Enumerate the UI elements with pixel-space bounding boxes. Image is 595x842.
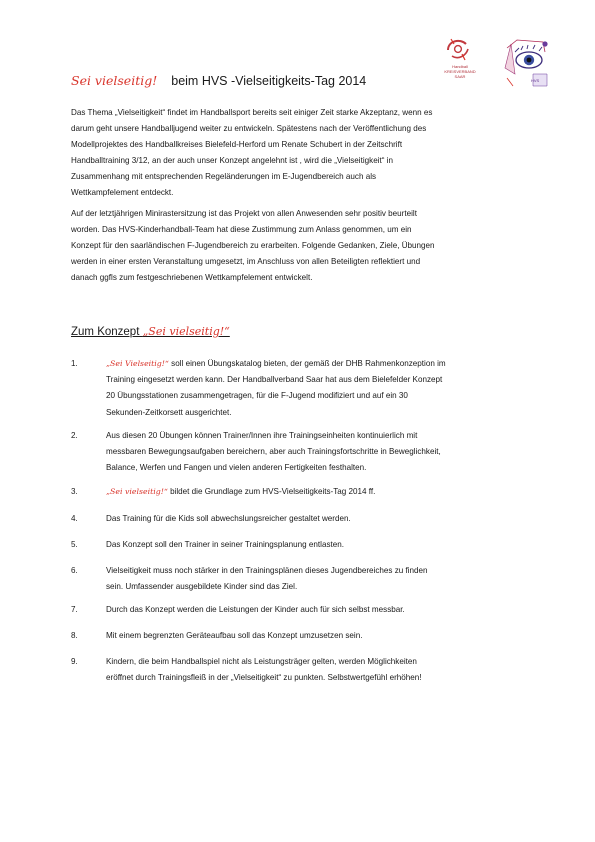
list-item-line: Kindern, die beim Handballspiel nicht als Leistungsträger gelten, werden Möglichkeiten [106,657,417,666]
list-item-number: 2. [71,431,78,440]
list-item-line: Das Training für die Kids soll abwechslungsreicher gestaltet werden. [106,514,351,523]
list-item-line: Vielseitigkeit muss noch stärker in den Trainingsplänen dieses Jugendbereiches zu finden [106,566,428,575]
list-item-body [106,356,526,421]
paragraph-line: danach ggfls zum festgeschriebenen Wettkampfelement entwickelt. [71,272,313,282]
list-item-number: 9. [71,657,78,666]
list-item-line: Das Konzept soll den Trainer in seiner Trainingsplanung entlasten. [106,540,345,549]
brand-text: „Sei vielseitig!“ [106,487,168,496]
list-item-body [106,628,526,644]
item-text: soll einen Übungskatalog bieten, der gemäß der DHB Rahmenkonzeption im [168,359,446,368]
list-item-body [106,428,526,477]
page-title [71,73,366,89]
list-item-number: 7. [71,605,78,614]
list-item-body [106,511,526,527]
list-item-body [106,537,526,553]
paragraph-line: Wettkampfelement entdeckt. [71,187,174,197]
list-item-body [106,654,526,686]
vielseitig-eye-logo [503,38,549,90]
list-item-line: Aus diesen 20 Übungen können Trainer/Innen ihre Trainingseinheiten kontinuierlich mit [106,431,418,440]
title-brand: Sei vielseitig! [71,73,158,88]
paragraph-line: darum geht unsere Handballjugend weiter zu entwickeln. Spätestens nach der Veröffentlichung des [71,123,427,133]
list-item-body [106,602,526,618]
logo-line-3: SAAR [454,74,466,79]
paragraph-line: Zusammenhang mit entsprechenden Regeländerungen im E-Jugendbereich auch als [71,171,377,181]
brand-text: „Sei Vielseitig!“ [106,359,169,368]
concept-heading [71,324,230,340]
list-item-line: Sekunden-Zeitkorsett ausgerichtet. [106,407,232,417]
title-event: beim HVS -Vielseitigkeits-Tag 2014 [171,74,367,88]
list-item-line: eröffnet durch Trainingsfleiß in der „Vielseitigkeit“ zu punkten. Selbstwertgefühl erhöhen! [106,673,422,683]
list-item-body [106,563,526,595]
paragraph-line: worden. Das HVS-Kinderhandball-Team hat diese Zustimmung zum Anlass genommen, um ein [71,224,412,234]
handball-logo-text [440,64,480,79]
list-item-line: messbaren Bewegungsaufgaben bereichern, aber auch Trainingsfortschritte in Beweglichkeit, [106,447,441,457]
paragraph-line: Modellprojektes des Handballkreises Bielefeld-Herford um Renate Schubert in der Zeitschrift [71,139,403,149]
list-item-line [106,484,526,500]
concept-heading-prefix: Zum Konzept [71,326,143,338]
list-item-line: 20 Übungsstationen zusammengetragen, für die F-Jugend modifiziert und auf ein 30 [106,391,408,401]
list-item-number: 5. [71,540,78,549]
list-item-line [106,356,526,372]
list-item-line: Durch das Konzept werden die Leistungen der Kinder auch für sich selbst messbar. [106,605,405,614]
list-item-line: Balance, Werfen und Fangen und vielen anderen Fertigkeiten festhalten. [106,463,367,473]
concept-heading-brand: „Sei vielseitig!“ [142,325,230,338]
paragraph-line: Auf der letztjährigen Minirastersitzung ist das Projekt von allen Anwesenden sehr positiv beurteilt [71,209,417,218]
list-item-number: 8. [71,631,78,640]
paragraph-line: Das Thema „Vielseitigkeit“ findet im Handballsport bereits seit einiger Zeit starke Akzeptanz, wenn es [71,108,433,117]
paragraph-line: Handballtraining 3/12, an der auch unser Konzept angelehnt ist , wird die „Vielseitigkeit“ in [71,155,393,165]
logo-line-2: KREISVERBAND [444,69,476,74]
list-item-line: Mit einem begrenzten Geräteaufbau soll das Konzept umzusetzen sein. [106,631,363,640]
paragraph-line: werden in einer ersten Veranstaltung umgesetzt, im Anschluss von allen Beteiligten reflektiert und [71,256,421,266]
eye-logo-text: HVS [531,78,540,83]
item-text: bildet die Grundlage zum HVS-Vielseitigkeits-Tag 2014 ff. [167,487,376,496]
logo-line-1: Handball [452,64,468,69]
paragraph-line: Konzept für den saarländischen F-Jugendbereich zu erarbeiten. Folgende Gedanken, Ziele, Übungen [71,240,435,250]
list-item-body [106,484,526,500]
handball-player-icon [442,36,474,66]
list-item-line: Training eingesetzt werden kann. Der Handballverband Saar hat aus dem Bielefelder Konzept [106,375,443,385]
list-item-line: sein. Umfassender ausgebildete Kinder sind das Ziel. [106,582,298,592]
handball-logo [438,36,478,82]
list-item-number: 6. [71,566,78,575]
intro-paragraph-2 [71,206,531,286]
eye-icon [503,38,549,90]
list-item-number: 1. [71,359,78,368]
intro-paragraph-1 [71,105,531,200]
list-item-number: 3. [71,487,78,496]
list-item-number: 4. [71,514,78,523]
